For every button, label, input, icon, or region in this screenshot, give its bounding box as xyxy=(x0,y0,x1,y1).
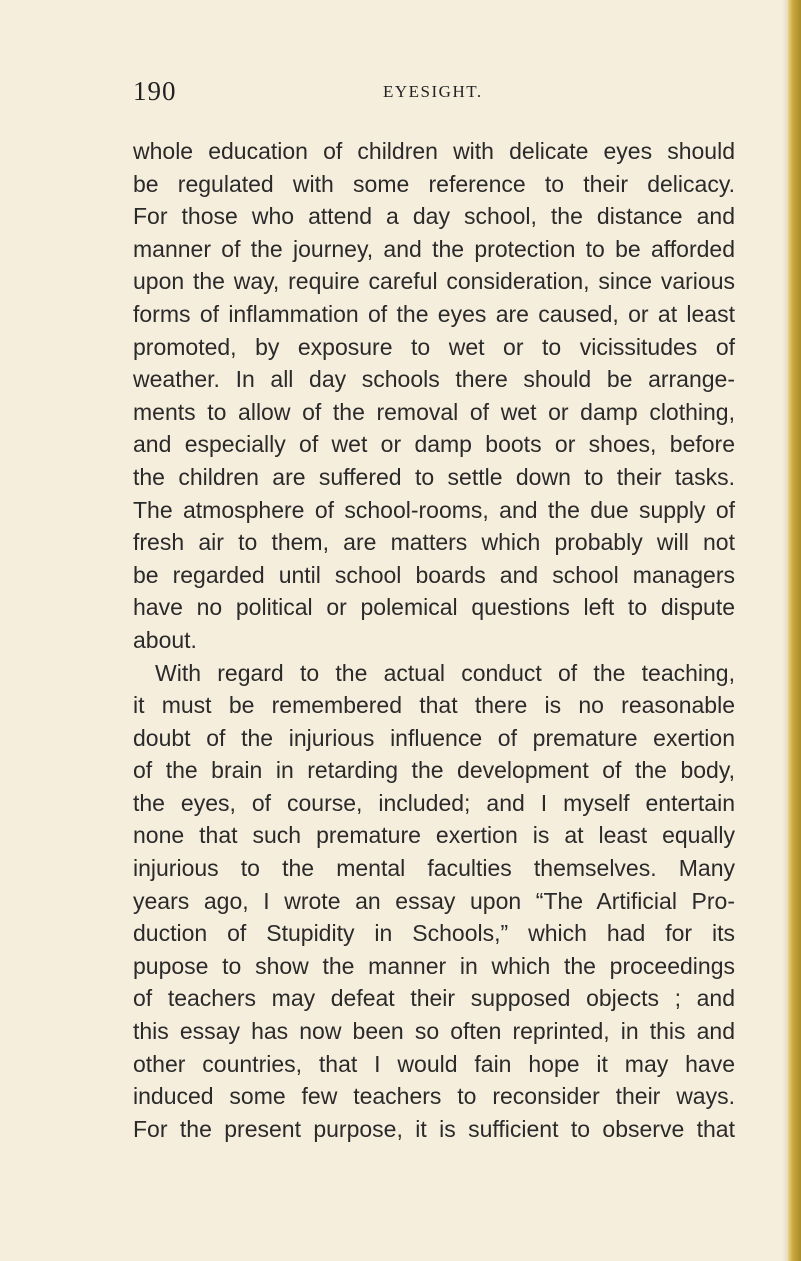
text-line: duction of Stupidity in Schools,” which had for its xyxy=(133,920,735,947)
text-line: weather. In all day schools there should be arrange- xyxy=(133,366,735,393)
text-line: For those who attend a day school, the distance and xyxy=(133,203,735,230)
text-line: For the present purpose, it is sufficient to observe that xyxy=(133,1115,735,1142)
text-line: upon the way, require careful consideration, since various xyxy=(133,268,735,295)
text-line: injurious to the mental faculties themselves. Many xyxy=(133,855,735,882)
text-line: pupose to show the manner in which the proceedings xyxy=(133,952,735,979)
page-header xyxy=(133,76,733,110)
text-line: forms of inflammation of the eyes are caused, or at least xyxy=(133,300,735,327)
text-line: the eyes, of course, included; and I myself entertain xyxy=(133,789,735,816)
text-line: whole education of children with delicate eyes should xyxy=(133,138,735,164)
text-line: promoted, by exposure to wet or to vicissitudes of xyxy=(133,333,735,360)
text-line: this essay has now been so often reprinted, in this and xyxy=(133,1018,735,1045)
text-line: other countries, that I would fain hope it may have xyxy=(133,1050,735,1077)
text-line: The atmosphere of school-rooms, and the due supply of xyxy=(133,496,735,523)
text-line: none that such premature exertion is at least equally xyxy=(133,822,735,849)
text-line: manner of the journey, and the protection to be afforded xyxy=(133,235,735,262)
paragraph-end-line: about. xyxy=(133,626,197,653)
text-line: it must be remembered that there is no reasonable xyxy=(133,692,735,719)
text-line: and especially of wet or damp boots or shoes, before xyxy=(133,431,735,458)
text-line: be regulated with some reference to their delicacy. xyxy=(133,170,735,197)
text-line: be regarded until school boards and school managers xyxy=(133,561,735,588)
text-line: have no political or polemical questions left to dispute xyxy=(133,594,735,621)
text-line: induced some few teachers to reconsider their ways. xyxy=(133,1083,735,1110)
paragraph-start-line: With regard to the actual conduct of the teaching, xyxy=(155,659,735,686)
text-line: doubt of the injurious influence of premature exertion xyxy=(133,724,735,751)
text-line: the children are suffered to settle down to their tasks. xyxy=(133,463,735,490)
text-line: of teachers may defeat their supposed objects ; and xyxy=(133,985,735,1012)
running-head: EYESIGHT. xyxy=(383,82,483,101)
gilt-page-edge xyxy=(788,0,801,1261)
text-line: ments to allow of the removal of wet or damp clothing, xyxy=(133,398,735,425)
page-number: 190 xyxy=(133,76,177,106)
text-line: of the brain in retarding the development of the body, xyxy=(133,757,735,784)
text-line: years ago, I wrote an essay upon “The Artificial Pro- xyxy=(133,887,735,914)
body-text xyxy=(133,135,735,1145)
text-line: fresh air to them, are matters which probably will not xyxy=(133,529,735,556)
